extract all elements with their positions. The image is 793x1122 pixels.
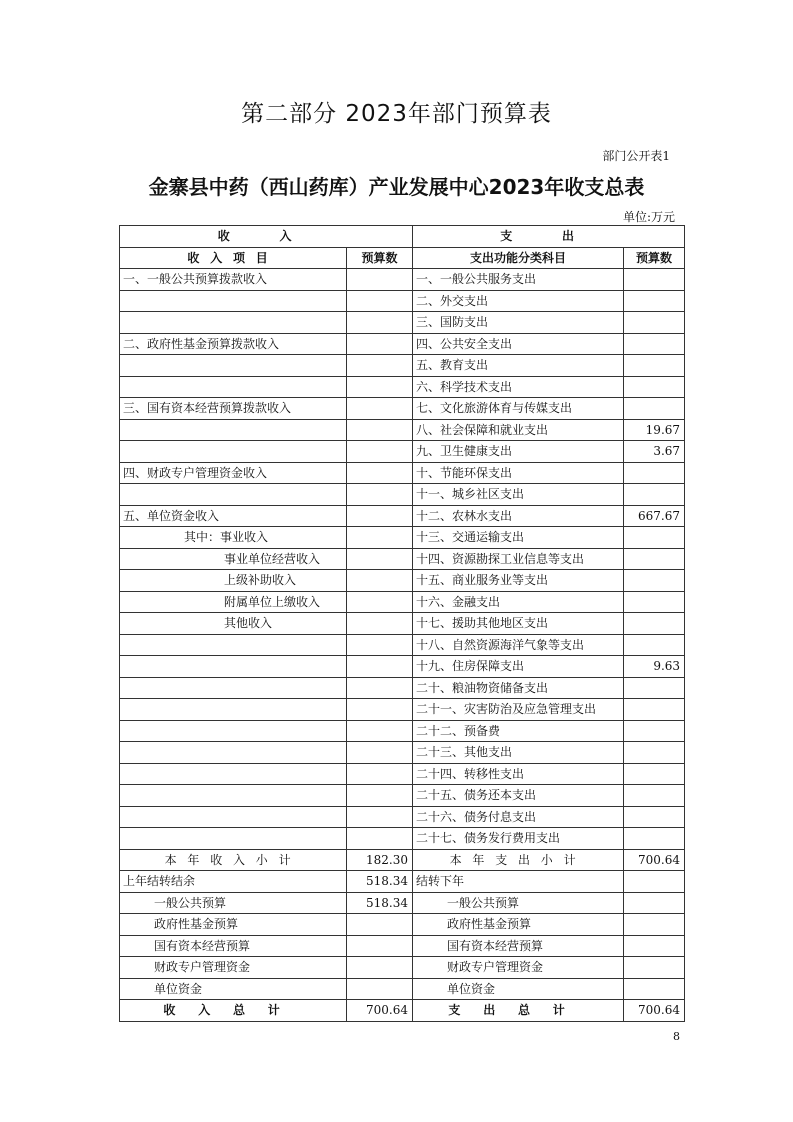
carry-expense-item: 国有资本经营预算 bbox=[413, 935, 624, 957]
carry-income-value bbox=[347, 978, 413, 1000]
income-item bbox=[120, 634, 347, 656]
income-item bbox=[120, 699, 347, 721]
expense-value bbox=[624, 484, 685, 506]
income-value bbox=[347, 312, 413, 334]
table-row bbox=[120, 484, 685, 506]
expense-item-header: 支出功能分类科目 bbox=[413, 247, 624, 269]
expense-value bbox=[624, 785, 685, 807]
income-item: 其中：事业收入 bbox=[120, 527, 347, 549]
expense-item: 十五、商业服务业等支出 bbox=[413, 570, 624, 592]
subtotal-row bbox=[120, 849, 685, 871]
income-total-label: 收入总计 bbox=[120, 1000, 347, 1022]
income-value bbox=[347, 376, 413, 398]
income-value bbox=[347, 742, 413, 764]
expense-item: 一、一般公共服务支出 bbox=[413, 269, 624, 291]
income-item bbox=[120, 828, 347, 850]
income-value bbox=[347, 462, 413, 484]
table-row bbox=[120, 763, 685, 785]
income-value bbox=[347, 828, 413, 850]
income-value bbox=[347, 484, 413, 506]
expense-value: 667.67 bbox=[624, 505, 685, 527]
carry-income-item: 一般公共预算 bbox=[120, 892, 347, 914]
income-value bbox=[347, 527, 413, 549]
income-value bbox=[347, 763, 413, 785]
table-row bbox=[120, 269, 685, 291]
carry-income-item: 国有资本经营预算 bbox=[120, 935, 347, 957]
expense-item: 七、文化旅游体育与传媒支出 bbox=[413, 398, 624, 420]
income-item bbox=[120, 290, 347, 312]
expense-value bbox=[624, 355, 685, 377]
table-row bbox=[120, 548, 685, 570]
table-row bbox=[120, 742, 685, 764]
carry-expense-value bbox=[624, 892, 685, 914]
income-value bbox=[347, 355, 413, 377]
income-item-header: 收入项目 bbox=[120, 247, 347, 269]
carry-expense-item: 一般公共预算 bbox=[413, 892, 624, 914]
carry-income-item: 上年结转结余 bbox=[120, 871, 347, 893]
carry-income-item: 财政专户管理资金 bbox=[120, 957, 347, 979]
budget-summary-table bbox=[119, 225, 685, 1022]
table-row bbox=[120, 527, 685, 549]
income-subtotal-value: 182.30 bbox=[347, 849, 413, 871]
income-value bbox=[347, 677, 413, 699]
expense-item: 二十一、灾害防治及应急管理支出 bbox=[413, 699, 624, 721]
expense-subtotal-label: 本年支出小计 bbox=[413, 849, 624, 871]
table-row bbox=[120, 355, 685, 377]
income-value bbox=[347, 570, 413, 592]
income-item bbox=[120, 441, 347, 463]
expense-value bbox=[624, 806, 685, 828]
expense-item: 十七、援助其他地区支出 bbox=[413, 613, 624, 635]
expense-item: 二、外交支出 bbox=[413, 290, 624, 312]
income-value bbox=[347, 613, 413, 635]
income-value bbox=[347, 419, 413, 441]
expense-total-value: 700.64 bbox=[624, 1000, 685, 1022]
table-subheader-row bbox=[120, 247, 685, 269]
income-item: 三、国有资本经营预算拨款收入 bbox=[120, 398, 347, 420]
income-item bbox=[120, 376, 347, 398]
table-row bbox=[120, 290, 685, 312]
expense-value bbox=[624, 398, 685, 420]
carry-income-value: 518.34 bbox=[347, 892, 413, 914]
expense-item: 十九、住房保障支出 bbox=[413, 656, 624, 678]
expense-subtotal-value: 700.64 bbox=[624, 849, 685, 871]
income-header: 收 入 bbox=[120, 226, 413, 248]
expense-item: 四、公共安全支出 bbox=[413, 333, 624, 355]
income-item bbox=[120, 656, 347, 678]
carry-expense-item: 单位资金 bbox=[413, 978, 624, 1000]
table-row bbox=[120, 699, 685, 721]
expense-value bbox=[624, 699, 685, 721]
income-item: 一、一般公共预算拨款收入 bbox=[120, 269, 347, 291]
income-item: 五、单位资金收入 bbox=[120, 505, 347, 527]
table-number: 部门公开表1 bbox=[602, 149, 670, 163]
expense-value bbox=[624, 591, 685, 613]
carry-income-value bbox=[347, 914, 413, 936]
carry-row bbox=[120, 871, 685, 893]
carry-expense-value bbox=[624, 935, 685, 957]
expense-item: 九、卫生健康支出 bbox=[413, 441, 624, 463]
expense-value bbox=[624, 634, 685, 656]
income-item: 事业单位经营收入 bbox=[120, 548, 347, 570]
total-row bbox=[120, 1000, 685, 1022]
expense-item: 二十六、债务付息支出 bbox=[413, 806, 624, 828]
carry-row bbox=[120, 892, 685, 914]
expense-item: 五、教育支出 bbox=[413, 355, 624, 377]
expense-budget-header: 预算数 bbox=[624, 247, 685, 269]
carry-row bbox=[120, 914, 685, 936]
part-title: 第二部分 2023年部门预算表 bbox=[241, 101, 552, 127]
table-row bbox=[120, 570, 685, 592]
expense-value bbox=[624, 333, 685, 355]
carry-expense-item: 政府性基金预算 bbox=[413, 914, 624, 936]
expense-item: 十三、交通运输支出 bbox=[413, 527, 624, 549]
income-item bbox=[120, 419, 347, 441]
expense-item: 二十二、预备费 bbox=[413, 720, 624, 742]
income-item: 上级补助收入 bbox=[120, 570, 347, 592]
income-value bbox=[347, 806, 413, 828]
expense-value bbox=[624, 548, 685, 570]
table-row bbox=[120, 613, 685, 635]
carry-expense-value bbox=[624, 957, 685, 979]
income-value bbox=[347, 548, 413, 570]
income-item bbox=[120, 312, 347, 334]
carry-expense-value bbox=[624, 978, 685, 1000]
unit-label: 单位:万元 bbox=[622, 210, 675, 224]
carry-expense-value bbox=[624, 871, 685, 893]
expense-item: 十二、农林水支出 bbox=[413, 505, 624, 527]
expense-item: 二十、粮油物资储备支出 bbox=[413, 677, 624, 699]
income-item bbox=[120, 484, 347, 506]
table-row bbox=[120, 828, 685, 850]
expense-value bbox=[624, 742, 685, 764]
income-item bbox=[120, 763, 347, 785]
expense-value: 3.67 bbox=[624, 441, 685, 463]
table-row bbox=[120, 419, 685, 441]
income-value bbox=[347, 441, 413, 463]
income-item: 附属单位上缴收入 bbox=[120, 591, 347, 613]
expense-item: 十六、金融支出 bbox=[413, 591, 624, 613]
income-item: 其他收入 bbox=[120, 613, 347, 635]
expense-value bbox=[624, 527, 685, 549]
expense-value: 19.67 bbox=[624, 419, 685, 441]
income-value bbox=[347, 785, 413, 807]
expense-item: 二十四、转移性支出 bbox=[413, 763, 624, 785]
page-number: 8 bbox=[673, 1030, 680, 1043]
table-row bbox=[120, 462, 685, 484]
expense-value bbox=[624, 269, 685, 291]
carry-row bbox=[120, 978, 685, 1000]
expense-item: 六、科学技术支出 bbox=[413, 376, 624, 398]
table-row bbox=[120, 720, 685, 742]
expense-value bbox=[624, 720, 685, 742]
income-value bbox=[347, 720, 413, 742]
income-item bbox=[120, 720, 347, 742]
expense-value bbox=[624, 290, 685, 312]
income-item: 二、政府性基金预算拨款收入 bbox=[120, 333, 347, 355]
expense-value bbox=[624, 376, 685, 398]
table-row bbox=[120, 591, 685, 613]
income-item: 四、财政专户管理资金收入 bbox=[120, 462, 347, 484]
table-row bbox=[120, 634, 685, 656]
expense-item: 十、节能环保支出 bbox=[413, 462, 624, 484]
income-total-value: 700.64 bbox=[347, 1000, 413, 1022]
income-value bbox=[347, 634, 413, 656]
expense-item: 八、社会保障和就业支出 bbox=[413, 419, 624, 441]
carry-income-value bbox=[347, 935, 413, 957]
expense-value: 9.63 bbox=[624, 656, 685, 678]
table-header-row bbox=[120, 226, 685, 248]
carry-expense-item: 结转下年 bbox=[413, 871, 624, 893]
expense-value bbox=[624, 312, 685, 334]
table-row bbox=[120, 656, 685, 678]
expense-value bbox=[624, 613, 685, 635]
expense-item: 十八、自然资源海洋气象等支出 bbox=[413, 634, 624, 656]
income-value bbox=[347, 269, 413, 291]
expense-value bbox=[624, 763, 685, 785]
expense-item: 二十五、债务还本支出 bbox=[413, 785, 624, 807]
expense-item: 二十三、其他支出 bbox=[413, 742, 624, 764]
income-item bbox=[120, 677, 347, 699]
income-item bbox=[120, 742, 347, 764]
income-value bbox=[347, 290, 413, 312]
expense-total-label: 支出总计 bbox=[413, 1000, 624, 1022]
table-row bbox=[120, 505, 685, 527]
table-row bbox=[120, 312, 685, 334]
expense-value bbox=[624, 828, 685, 850]
expense-item: 三、国防支出 bbox=[413, 312, 624, 334]
carry-income-item: 单位资金 bbox=[120, 978, 347, 1000]
page-title: 金寨县中药（西山药库）产业发展中心2023年收支总表 bbox=[148, 175, 645, 199]
table-row bbox=[120, 785, 685, 807]
expense-item: 十四、资源勘探工业信息等支出 bbox=[413, 548, 624, 570]
table-row bbox=[120, 376, 685, 398]
expense-value bbox=[624, 677, 685, 699]
table-row bbox=[120, 677, 685, 699]
income-value bbox=[347, 699, 413, 721]
carry-income-value bbox=[347, 957, 413, 979]
income-item bbox=[120, 806, 347, 828]
expense-item: 十一、城乡社区支出 bbox=[413, 484, 624, 506]
carry-row bbox=[120, 957, 685, 979]
carry-income-value: 518.34 bbox=[347, 871, 413, 893]
income-budget-header: 预算数 bbox=[347, 247, 413, 269]
expense-header: 支 出 bbox=[413, 226, 685, 248]
income-item bbox=[120, 355, 347, 377]
income-item bbox=[120, 785, 347, 807]
expense-item: 二十七、债务发行费用支出 bbox=[413, 828, 624, 850]
carry-expense-value bbox=[624, 914, 685, 936]
table-row bbox=[120, 441, 685, 463]
income-value bbox=[347, 333, 413, 355]
expense-value bbox=[624, 462, 685, 484]
income-value bbox=[347, 398, 413, 420]
carry-row bbox=[120, 935, 685, 957]
income-value bbox=[347, 591, 413, 613]
income-value bbox=[347, 505, 413, 527]
table-row bbox=[120, 806, 685, 828]
carry-expense-item: 财政专户管理资金 bbox=[413, 957, 624, 979]
income-value bbox=[347, 656, 413, 678]
table-row bbox=[120, 398, 685, 420]
carry-income-item: 政府性基金预算 bbox=[120, 914, 347, 936]
expense-value bbox=[624, 570, 685, 592]
table-row bbox=[120, 333, 685, 355]
income-subtotal-label: 本年收入小计 bbox=[120, 849, 347, 871]
